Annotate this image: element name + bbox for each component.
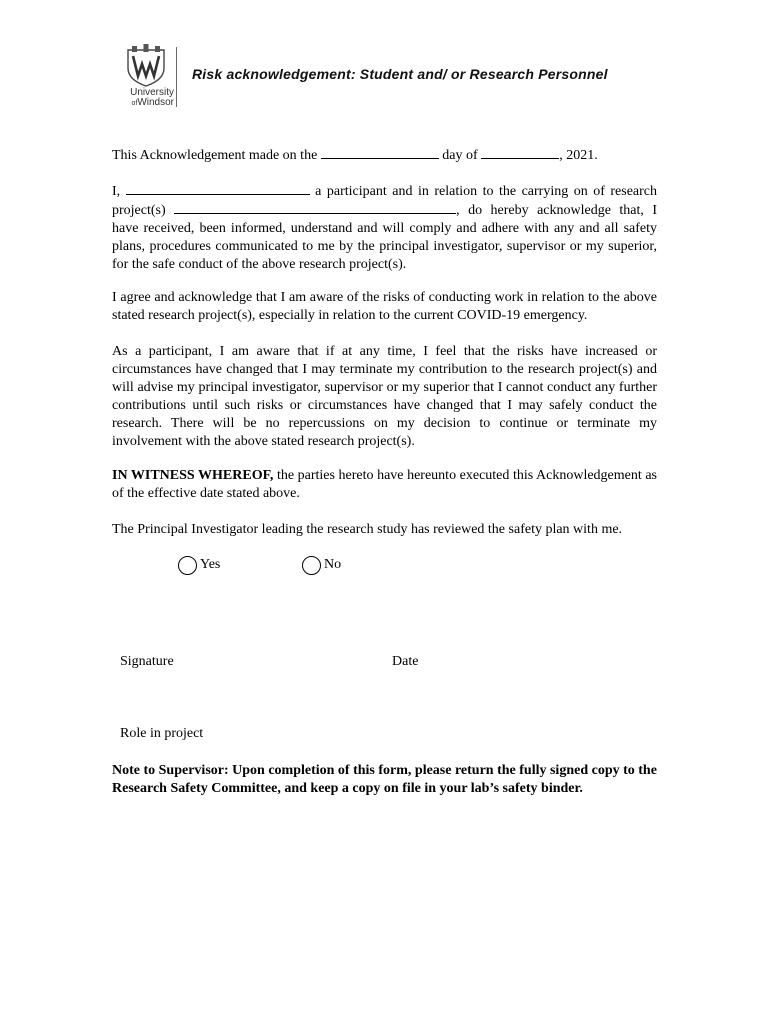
- wordmark-prefix: of: [131, 100, 138, 107]
- university-wordmark: [118, 88, 174, 109]
- witness-paragraph: IN WITNESS WHEREOF, the parties hereto have hereunto executed this Acknowledgement as of the effective date stated above.: [112, 468, 657, 501]
- wordmark-line2: Windsor: [137, 97, 174, 108]
- safety-plan-review-paragraph: The Principal Investigator leading the research study has reviewed the safety plan with me.: [112, 522, 623, 537]
- wordmark-line1: University: [130, 87, 174, 98]
- yes-label: Yes: [200, 557, 221, 572]
- page-title: Risk acknowledgement: Student and/ or Research Personnel: [192, 66, 608, 82]
- no-label: No: [324, 557, 342, 572]
- signature-label: Signature: [120, 654, 174, 669]
- yes-radio[interactable]: [178, 556, 197, 575]
- participant-paragraph: I, a participant and in relation to the carrying on of research project(s) , do hereby acknowledge that, I have received, been informed, understand and will comply and adhere with any and all safety plans, procedures communicated to me by the principal investigator, supervisor or my superior, for the safe conduct of the above research project(s).: [112, 184, 658, 272]
- date-label: Date: [392, 654, 419, 669]
- role-in-project-label: Role in project: [120, 726, 204, 741]
- header-divider: [176, 47, 177, 107]
- participant-name-blank[interactable]: [126, 182, 310, 195]
- made-on-blank[interactable]: [321, 146, 439, 159]
- supervisor-note: Note to Supervisor: Upon completion of this form, please return the fully signed copy to the Research Safety Committee, and keep a copy on file in your lab’s safety binder.: [112, 763, 657, 796]
- project-name-blank[interactable]: [174, 201, 456, 214]
- day-of-blank[interactable]: [481, 146, 559, 159]
- no-radio[interactable]: [302, 556, 321, 575]
- termination-paragraph: As a participant, I am aware that if at any time, I feel that the risks have increased or circumstances have changed that I may terminate my contribution to the research project(s) and will advise my principal investigator, supervisor or my superior that I cannot conduct any further contributions until such risks or circumstances have changed that I may safely conduct the research. There will be no repercussions on my decision to continue or terminate my involvement with the above stated research project(s).: [112, 344, 657, 449]
- no-option[interactable]: [302, 553, 341, 577]
- risk-awareness-paragraph: I agree and acknowledge that I am aware of the risks of conducting work in relation to the above stated research project(s), especially in relation to the current COVID-19 emergency.: [112, 290, 657, 323]
- acknowledgement-date-paragraph: This Acknowledgement made on the day of , 2021.: [112, 148, 598, 163]
- yes-option[interactable]: [178, 553, 220, 577]
